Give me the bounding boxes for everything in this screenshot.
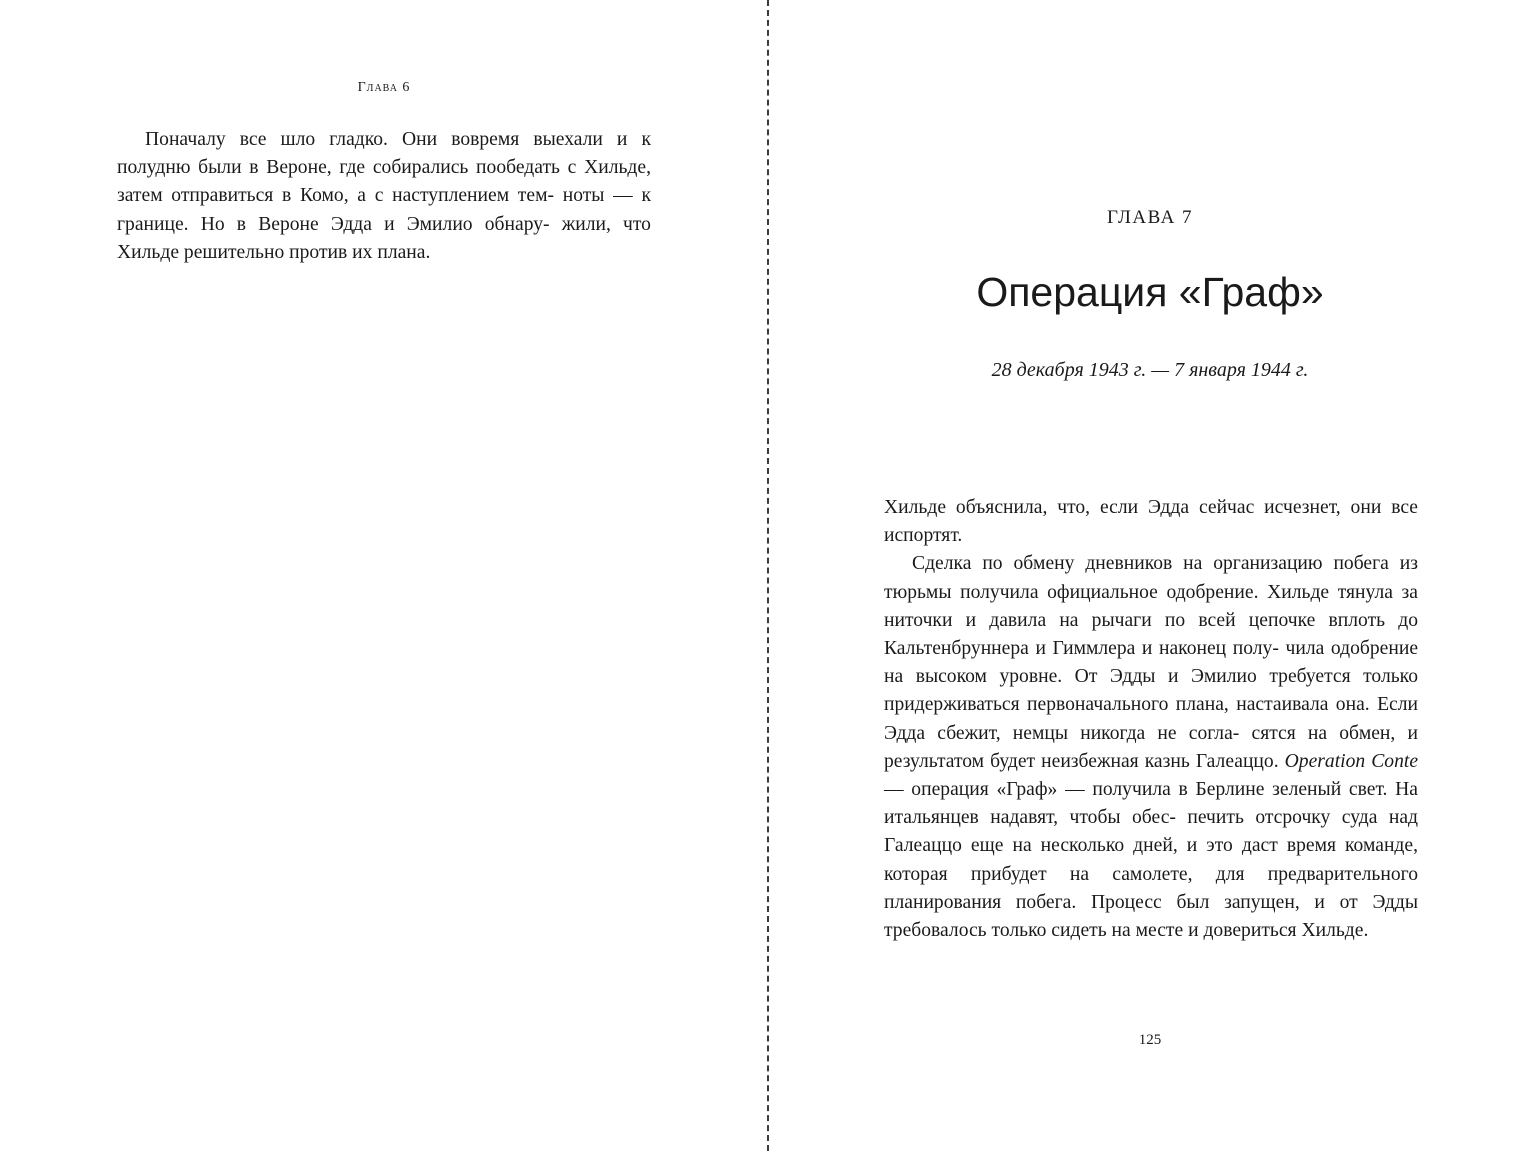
left-page (0, 0, 766, 1151)
page-number: 125 (1138, 1032, 1162, 1048)
paragraph-2 (884, 550, 1418, 945)
text-line: требуется только придерживаться первоначального плана, (884, 666, 1418, 716)
chapter-dates: 28 декабря 1943 г. — 7 января 1944 г. (991, 359, 1309, 381)
chapter-title: Операция «Граф» (976, 269, 1324, 315)
right-page-text (884, 494, 1418, 945)
text-line: Галеаццо. (1195, 750, 1285, 772)
text-line: для предварительного планирования побега. Процесс был (884, 863, 1418, 913)
text-line: ноты — к границе. Но в Вероне Эдда и Эмилио обнару- (117, 185, 651, 235)
text-line: все испортят. (884, 497, 1418, 547)
text-line: и это даст время команде, которая прибудет на самолете, (884, 835, 1418, 885)
paragraph-1 (884, 494, 1418, 550)
text-line: из тюрьмы получила официальное одобрение. Хильде (884, 553, 1418, 603)
running-head: Глава 6 (357, 80, 411, 95)
text-line: жили, что Хильде решительно против их плана. (117, 213, 651, 263)
text-line: с Хильде, затем отправиться в Комо, а с наступлением тем- (117, 157, 651, 207)
right-page (770, 0, 1537, 1151)
text-line: вплоть до Кальтенбруннера и Гиммлера и наконец полу- (884, 609, 1419, 660)
page-gutter-divider (767, 0, 769, 1151)
text-line: запущен, и от Эдды требовалось только сидеть на месте (884, 891, 1418, 942)
text-line: печить отсрочку суда над Галеаццо еще на несколько дней, (884, 807, 1419, 857)
text-line: Поначалу все шло гладко. Они вовремя выехали (145, 129, 603, 150)
left-page-text (117, 126, 651, 267)
text-line: Хильде объяснила, что, если Эдда сейчас исчезнет, они (884, 497, 1382, 518)
chapter-label: ГЛАВА 7 (1106, 207, 1194, 228)
text-line: настаивала она. Если Эдда сбежит, немцы никогда не согла- (884, 694, 1418, 744)
text-line: — операция «Граф» — получила (884, 779, 1171, 801)
italic-phrase: Operation Conte (1284, 750, 1419, 772)
text-line: Сделка по обмену дневников на организацию побега (912, 553, 1389, 575)
text-line: в Берлине зеленый свет. На итальянцев надавят, чтобы обес- (884, 779, 1418, 829)
text-line: и к полудню были в Вероне, где собирались пообедать (117, 129, 651, 179)
text-line: чила одобрение на высоком уровне. От Эдды и Эмилио (884, 638, 1419, 688)
text-line: сятся на обмен, и результатом будет неизбежная казнь (884, 722, 1418, 772)
left-paragraph (117, 126, 651, 267)
text-line: и довериться Хильде. (1188, 920, 1369, 942)
text-line: тянула за ниточки и давила на рычаги по всей цепочке (884, 581, 1418, 631)
